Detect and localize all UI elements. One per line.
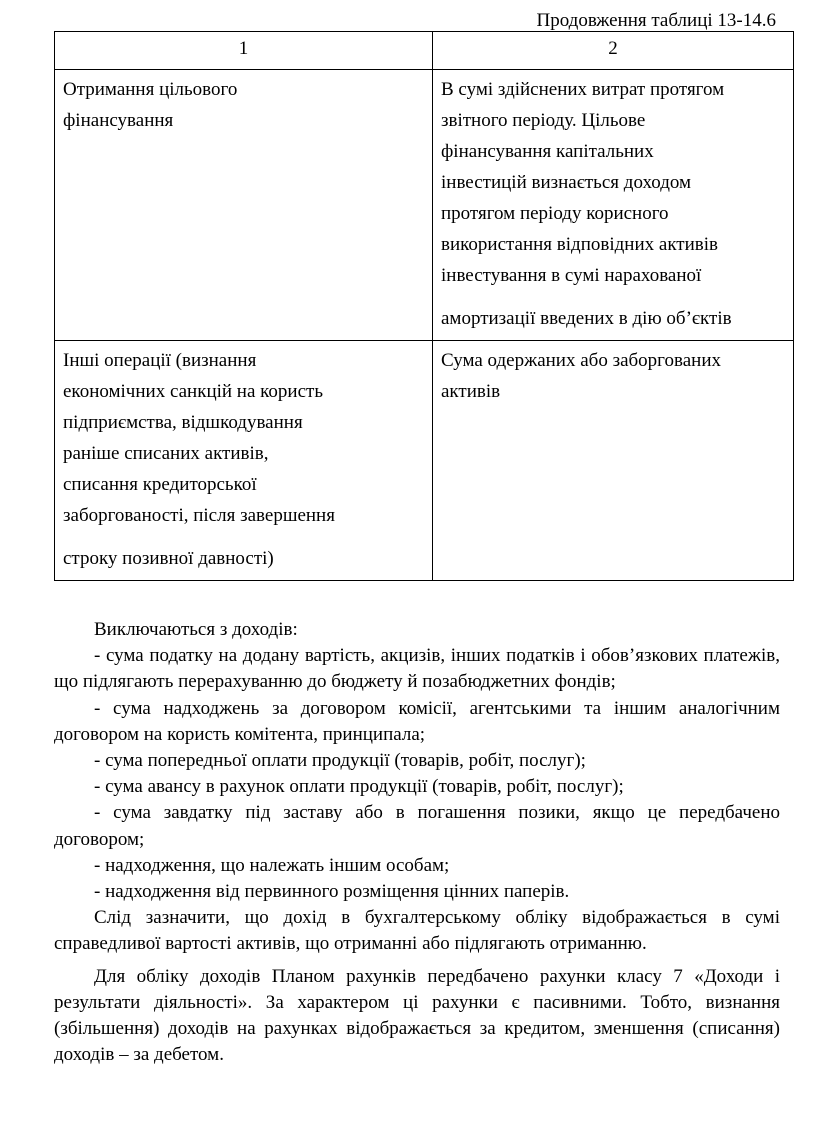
table-cell-operation <box>55 70 433 341</box>
exclusion-item: - сума авансу в рахунок оплати продукції (товарів, робіт, послуг); <box>94 776 624 798</box>
table-caption: Продовження таблиці 13-14.6 <box>536 10 776 31</box>
table-header-row <box>55 32 794 70</box>
cell-line: активів <box>441 381 501 402</box>
table-cell-operation <box>55 341 433 581</box>
column-header-1: 1 <box>55 32 433 70</box>
cell-line: економічних санкцій на користь <box>63 381 323 402</box>
cell-line: списання кредиторської <box>63 474 257 495</box>
cell-line: строку позивної давності) <box>63 548 274 569</box>
cell-line: Інші операції (визнання <box>63 350 257 371</box>
cell-line: фінансування капітальних <box>441 141 654 162</box>
cell-line: звітного періоду. Цільове <box>441 110 646 131</box>
body-text <box>54 617 780 1068</box>
cell-line: заборгованості, після завершення <box>63 505 335 526</box>
exclusion-item: - надходження від первинного розміщення цінних паперів. <box>94 881 570 903</box>
cell-line: протягом періоду корисного <box>441 203 669 224</box>
cell-line: Сума одержаних або заборгованих <box>441 350 721 371</box>
cell-line: раніше списаних активів, <box>63 443 269 464</box>
exclusion-item: - сума надходжень за договором комісії, агентськими та іншим аналогічним договором на користь комітента, принципала; <box>54 697 780 745</box>
table-row <box>55 341 794 581</box>
cell-line: інвестицій визнається доходом <box>441 172 692 193</box>
table-cell-recognition <box>433 341 794 581</box>
cell-line: амортизації введених в дію об’єктів <box>441 308 732 329</box>
exclusion-item: - надходження, що належать іншим особам; <box>94 854 450 876</box>
exclusion-item: - сума попередньої оплати продукції (товарів, робіт, послуг); <box>94 750 586 772</box>
cell-line: підприємства, відшкодування <box>63 412 303 433</box>
cell-line: Отримання цільового <box>63 79 238 100</box>
fair-value-paragraph: Слід зазначити, що дохід в бухгалтерському обліку відображається в сумі справедливої вартості активів, що отриманні або підлягають отриманню. <box>54 907 780 955</box>
accounts-paragraph: Для обліку доходів Планом рахунків передбачено рахунки класу 7 «Доходи і результати діяльності». За характером ці рахунки є пасивними. Тобто, визнання (збільшення) доходів на рахунках відображається за кредитом, зменшення (списання) доходів – за дебетом. <box>54 965 780 1066</box>
exclusion-item: - сума завдатку під заставу або в погашення позики, якщо це передбачено договором; <box>54 802 780 850</box>
cell-line: використання відповідних активів <box>441 234 718 255</box>
table-cell-recognition <box>433 70 794 341</box>
exclusion-item: - сума податку на додану вартість, акцизів, інших податків і обов’язкових платежів, що підлягають перерахуванню до бюджету й позабюджетних фондів; <box>54 645 780 693</box>
column-header-2: 2 <box>433 32 794 70</box>
exclusions-intro: Виключаються з доходів: <box>94 619 298 640</box>
table-row <box>55 70 794 341</box>
cell-line: інвестування в сумі нарахованої <box>441 265 702 286</box>
continuation-table <box>54 31 794 581</box>
cell-line: В сумі здійснених витрат протягом <box>441 79 725 100</box>
cell-line: фінансування <box>63 110 174 131</box>
